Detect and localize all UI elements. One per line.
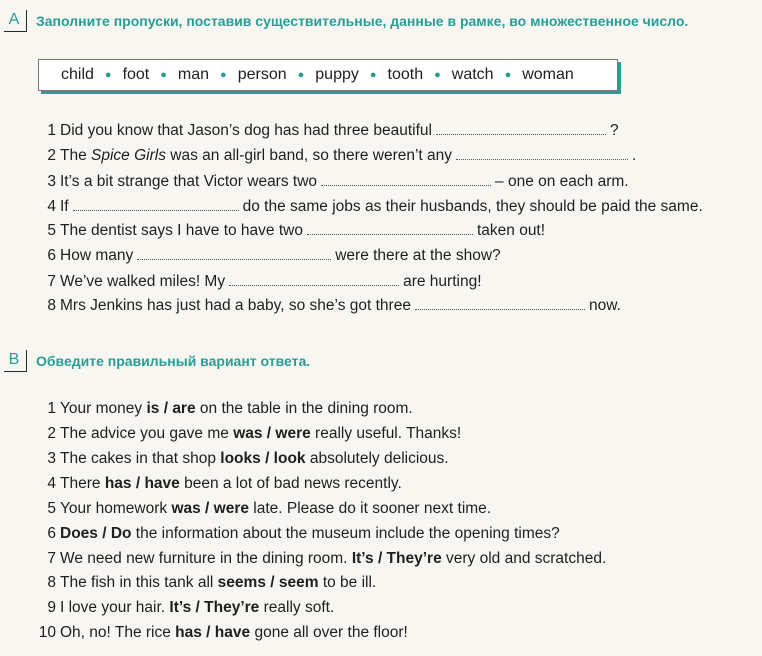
- sentence-text: We’ve walked miles! My: [60, 273, 226, 290]
- word-item: [123, 66, 150, 84]
- sentence-text: the information about the museum include the opening times?: [135, 525, 560, 542]
- item-number: 1: [47, 122, 56, 139]
- item-number: 2: [47, 425, 56, 442]
- sentence-text: taken out!: [476, 222, 546, 239]
- sentence-text: How many: [60, 247, 134, 264]
- exercise-b-item: [36, 425, 461, 443]
- answer-blank[interactable]: [456, 147, 628, 160]
- exercise-a-item: [36, 297, 621, 315]
- exercise-a-item: [36, 147, 636, 165]
- answer-blank[interactable]: [229, 273, 399, 286]
- bullet-icon: ●: [504, 69, 512, 81]
- word-foot: foot: [122, 66, 150, 83]
- item-number: 7: [47, 273, 56, 290]
- exercise-a-item: [36, 222, 545, 240]
- answer-blank[interactable]: [307, 222, 473, 235]
- word-item: [61, 66, 94, 84]
- item-number: 9: [47, 599, 56, 616]
- word-item: [452, 66, 494, 84]
- answer-choice[interactable]: looks / look: [220, 450, 306, 467]
- sentence-text: been a lot of bad news recently.: [184, 475, 402, 492]
- word-item: [238, 66, 287, 84]
- exercise-b-item: [36, 475, 402, 493]
- sentence-text: on the table in the dining room.: [199, 400, 413, 417]
- italic-title: Spice Girls: [91, 147, 166, 164]
- exercise-b-item: [36, 624, 408, 642]
- bullet-icon: ●: [297, 69, 305, 81]
- sentence-text: The fish in this tank all: [60, 574, 214, 591]
- exercise-b-item: [36, 574, 376, 592]
- answer-blank[interactable]: [415, 297, 585, 310]
- word-item: [522, 66, 574, 84]
- answer-choice[interactable]: has / have: [175, 624, 251, 641]
- answer-blank[interactable]: [73, 198, 239, 211]
- word-tooth: tooth: [387, 66, 424, 83]
- sentence-text: Oh, no! The rice: [60, 624, 171, 641]
- item-number: 5: [47, 222, 56, 239]
- word-watch: watch: [451, 66, 494, 83]
- item-number: 8: [47, 297, 56, 314]
- sentence-text: The advice you gave me: [60, 425, 229, 442]
- word-man: man: [177, 66, 210, 83]
- sentence-text: I love your hair.: [60, 599, 166, 616]
- answer-choice[interactable]: is / are: [146, 400, 196, 417]
- item-number: 6: [47, 247, 56, 264]
- item-number: 8: [47, 574, 56, 591]
- section-a-title: Заполните пропуски, поставив существительные, данные в рамке, во множественное число.: [36, 13, 689, 29]
- item-number: 2: [47, 147, 56, 164]
- item-number: 6: [47, 525, 56, 542]
- item-number: 7: [47, 550, 56, 567]
- item-number: 4: [47, 475, 56, 492]
- section-b-title: Обведите правильный вариант ответа.: [36, 353, 311, 369]
- sentence-text: really soft.: [263, 599, 335, 616]
- word-item: [315, 66, 359, 84]
- sentence-text: It’s a bit strange that Victor wears two: [60, 173, 318, 190]
- item-number: 10: [38, 624, 56, 641]
- sentence-text: Your homework: [60, 500, 168, 517]
- section-a-letter: A: [4, 10, 27, 32]
- word-box: [38, 59, 618, 91]
- sentence-text: ?: [609, 122, 619, 139]
- exercise-b-item: [36, 500, 491, 518]
- item-number: 3: [47, 450, 56, 467]
- answer-choice[interactable]: Does / Do: [60, 525, 132, 542]
- exercise-a-item: [36, 122, 619, 140]
- sentence-text: do the same jobs as their husbands, they should be paid the same.: [242, 198, 703, 215]
- section-b-letter: B: [4, 350, 27, 372]
- sentence-text: The cakes in that shop: [60, 450, 216, 467]
- sentence-text: are hurting!: [403, 273, 482, 290]
- answer-choice[interactable]: It’s / They’re: [169, 599, 260, 616]
- sentence-text: were there at the show?: [335, 247, 501, 264]
- exercise-b-item: [36, 525, 560, 543]
- word-woman: woman: [522, 66, 574, 83]
- answer-choice[interactable]: was / were: [171, 500, 249, 517]
- bullet-icon: ●: [369, 69, 377, 81]
- word-child: child: [61, 66, 94, 83]
- sentence-text: now.: [588, 297, 621, 314]
- sentence-text: to be ill.: [322, 574, 377, 591]
- sentence-text: really useful. Thanks!: [315, 425, 462, 442]
- sentence-text: There: [60, 475, 101, 492]
- section-a-header: [0, 10, 688, 32]
- sentence-text: Your money: [60, 400, 143, 417]
- answer-blank[interactable]: [436, 122, 606, 135]
- item-number: 1: [47, 400, 56, 417]
- bullet-icon: ●: [220, 69, 227, 81]
- sentence-text: Mrs Jenkins has just had a baby, so she’s got three: [60, 297, 411, 314]
- sentence-text: The: [60, 147, 87, 164]
- exercise-a-item: [36, 247, 501, 265]
- exercise-b-item: [36, 450, 449, 468]
- exercise-b-item: [36, 599, 334, 617]
- sentence-text: If: [60, 198, 69, 215]
- exercise-b-item: [36, 400, 413, 418]
- answer-blank[interactable]: [137, 247, 331, 260]
- bullet-icon: ●: [104, 69, 112, 81]
- answer-choice[interactable]: It’s / They’re: [351, 550, 442, 567]
- sentence-text: The dentist says I have to have two: [60, 222, 303, 239]
- word-puppy: puppy: [315, 66, 359, 83]
- exercise-a-item: [36, 173, 629, 191]
- sentence-text: very old and scratched.: [446, 550, 607, 567]
- bullet-icon: ●: [434, 69, 441, 81]
- exercise-a-item: [36, 198, 703, 216]
- answer-choice[interactable]: was / were: [233, 425, 311, 442]
- answer-choice[interactable]: has / have: [104, 475, 180, 492]
- sentence-text: absolutely delicious.: [309, 450, 449, 467]
- sentence-text: was an all-girl band, so there weren’t any: [170, 147, 453, 164]
- answer-blank[interactable]: [321, 173, 491, 186]
- answer-choice[interactable]: seems / seem: [217, 574, 319, 591]
- item-number: 4: [47, 198, 56, 215]
- sentence-text: .: [632, 147, 637, 164]
- sentence-text: gone all over the floor!: [254, 624, 408, 641]
- item-number: 3: [47, 173, 56, 190]
- sentence-text: Did you know that Jason’s dog has had three beautiful: [60, 122, 432, 139]
- sentence-text: We need new furniture in the dining room.: [60, 550, 348, 567]
- sentence-text: late. Please do it sooner next time.: [253, 500, 492, 517]
- exercise-b-item: [36, 550, 606, 568]
- section-b-header: [0, 350, 310, 372]
- word-person: person: [237, 66, 287, 83]
- word-item: [388, 66, 424, 84]
- bullet-icon: ●: [160, 69, 167, 81]
- word-item: [178, 66, 209, 84]
- item-number: 5: [47, 500, 56, 517]
- exercise-a-item: [36, 273, 482, 291]
- sentence-text: – one on each arm.: [495, 173, 629, 190]
